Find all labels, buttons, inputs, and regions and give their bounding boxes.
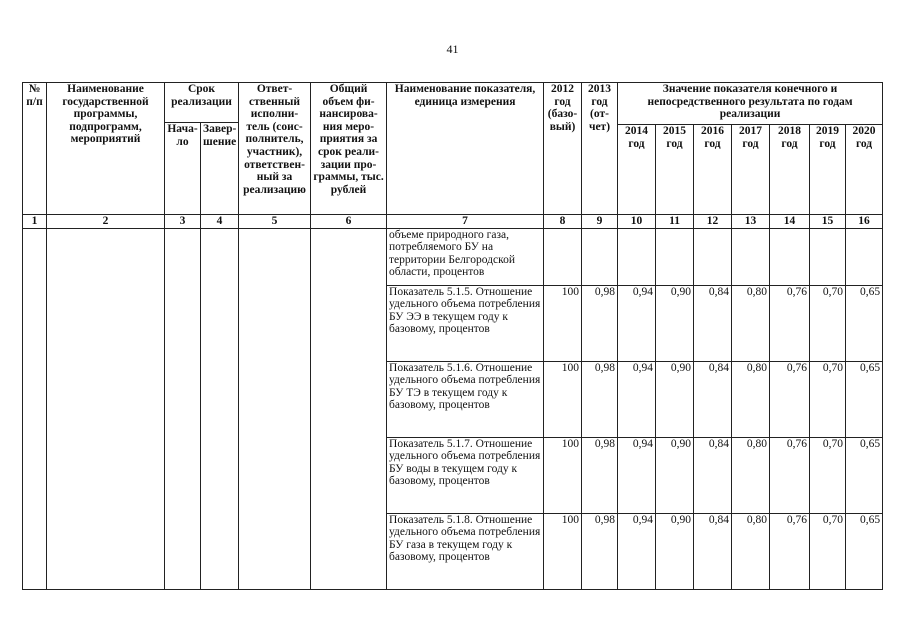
- indicator-value: 0,90: [656, 361, 694, 437]
- indicator-value: 0,65: [846, 285, 883, 361]
- indicator-value: [770, 228, 810, 285]
- header-year: 2014 год: [618, 125, 656, 215]
- empty-cell: [201, 228, 239, 589]
- header-program-name: Наименование государственной программы, подпрограмм, мероприятий: [47, 83, 165, 215]
- column-number: 9: [582, 215, 618, 229]
- header-executor: Ответ-ственный исполни-тель (соис-полнитель, участник), ответствен-ный за реализацию: [239, 83, 311, 215]
- indicator-value: 0,70: [810, 437, 846, 513]
- indicator-value: 0,65: [846, 513, 883, 589]
- indicator-value: 0,98: [582, 513, 618, 589]
- column-number: 4: [201, 215, 239, 229]
- indicator-value: 0,84: [694, 361, 732, 437]
- indicator-name: Показатель 5.1.5. Отношение удельного объема потребления БУ ЭЭ в текущем году к базовому, процентов: [387, 285, 544, 361]
- indicator-name: объеме природного газа, потребляемого БУ на территории Белгородской области, процентов: [387, 228, 544, 285]
- indicator-value: 0,90: [656, 513, 694, 589]
- indicator-value: 0,70: [810, 361, 846, 437]
- header-term-start: Нача-ло: [165, 123, 201, 215]
- empty-cell: [165, 228, 201, 589]
- indicator-value: [544, 228, 582, 285]
- indicator-value: 0,98: [582, 437, 618, 513]
- indicator-value: 0,94: [618, 285, 656, 361]
- column-number: 1: [23, 215, 47, 229]
- column-number: 13: [732, 215, 770, 229]
- indicator-value: [846, 228, 883, 285]
- indicator-value: 0,65: [846, 361, 883, 437]
- indicator-value: 0,80: [732, 285, 770, 361]
- indicator-name: Показатель 5.1.7. Отношение удельного объема потребления БУ воды в текущем году к базовому, процентов: [387, 437, 544, 513]
- indicator-value: 100: [544, 513, 582, 589]
- indicator-value: 0,80: [732, 513, 770, 589]
- indicator-value: [810, 228, 846, 285]
- indicator-value: 0,76: [770, 437, 810, 513]
- indicator-value: 100: [544, 285, 582, 361]
- indicator-value: [732, 228, 770, 285]
- indicator-value: 100: [544, 361, 582, 437]
- indicator-value: 0,90: [656, 285, 694, 361]
- empty-cell: [47, 228, 165, 589]
- indicator-value: [618, 228, 656, 285]
- indicator-value: 0,80: [732, 437, 770, 513]
- table-row: [23, 228, 883, 285]
- header-year: 2017 год: [732, 125, 770, 215]
- header-year-2012: 2012 год (базо-вый): [544, 83, 582, 215]
- header-values-group: Значение показателя конечного и непосредственного результата по годам реализации: [618, 83, 883, 125]
- header-indicator-name: Наименование показателя, единица измерения: [387, 83, 544, 215]
- indicator-value: 0,76: [770, 513, 810, 589]
- column-number: 8: [544, 215, 582, 229]
- empty-cell: [311, 228, 387, 589]
- indicator-value: [656, 228, 694, 285]
- column-number: 12: [694, 215, 732, 229]
- header-year-2013: 2013 год (от-чет): [582, 83, 618, 215]
- indicator-value: 0,70: [810, 513, 846, 589]
- column-number: 2: [47, 215, 165, 229]
- indicator-value: 0,84: [694, 437, 732, 513]
- column-number: 10: [618, 215, 656, 229]
- header-year: 2020 год: [846, 125, 883, 215]
- column-number: 6: [311, 215, 387, 229]
- indicator-value: 0,98: [582, 285, 618, 361]
- indicator-value: 0,76: [770, 285, 810, 361]
- empty-cell: [239, 228, 311, 589]
- column-number: 16: [846, 215, 883, 229]
- empty-cell: [23, 228, 47, 589]
- column-number: 11: [656, 215, 694, 229]
- indicator-value: [582, 228, 618, 285]
- header-year: 2019 год: [810, 125, 846, 215]
- header-financing: Общий объем фи-нансирова-ния меро-приятия за срок реали-зации про-граммы, тыс. рублей: [311, 83, 387, 215]
- column-number: 3: [165, 215, 201, 229]
- column-number: 5: [239, 215, 311, 229]
- indicator-value: 0,76: [770, 361, 810, 437]
- column-number: 7: [387, 215, 544, 229]
- indicator-name: Показатель 5.1.8. Отношение удельного объема потребления БУ газа в текущем году к базовому, процентов: [387, 513, 544, 589]
- indicator-value: [694, 228, 732, 285]
- column-number: 15: [810, 215, 846, 229]
- header-term: Срок реализации: [165, 83, 239, 123]
- indicator-value: 0,80: [732, 361, 770, 437]
- indicator-value: 0,84: [694, 285, 732, 361]
- indicator-value: 0,94: [618, 513, 656, 589]
- indicator-value: 0,90: [656, 437, 694, 513]
- page-number: 41: [446, 42, 459, 56]
- indicator-value: 0,94: [618, 361, 656, 437]
- indicator-value: 0,65: [846, 437, 883, 513]
- indicator-value: 0,98: [582, 361, 618, 437]
- header-number: № п/п: [23, 83, 47, 215]
- header-year: 2016 год: [694, 125, 732, 215]
- indicator-value: 0,94: [618, 437, 656, 513]
- indicator-value: 0,84: [694, 513, 732, 589]
- header-year: 2018 год: [770, 125, 810, 215]
- indicators-table: [22, 82, 883, 590]
- header-term-end: Завер-шение: [201, 123, 239, 215]
- column-number: 14: [770, 215, 810, 229]
- indicator-value: 0,70: [810, 285, 846, 361]
- header-year: 2015 год: [656, 125, 694, 215]
- indicator-value: 100: [544, 437, 582, 513]
- indicator-name: Показатель 5.1.6. Отношение удельного объема потребления БУ ТЭ в текущем году к базовому, процентов: [387, 361, 544, 437]
